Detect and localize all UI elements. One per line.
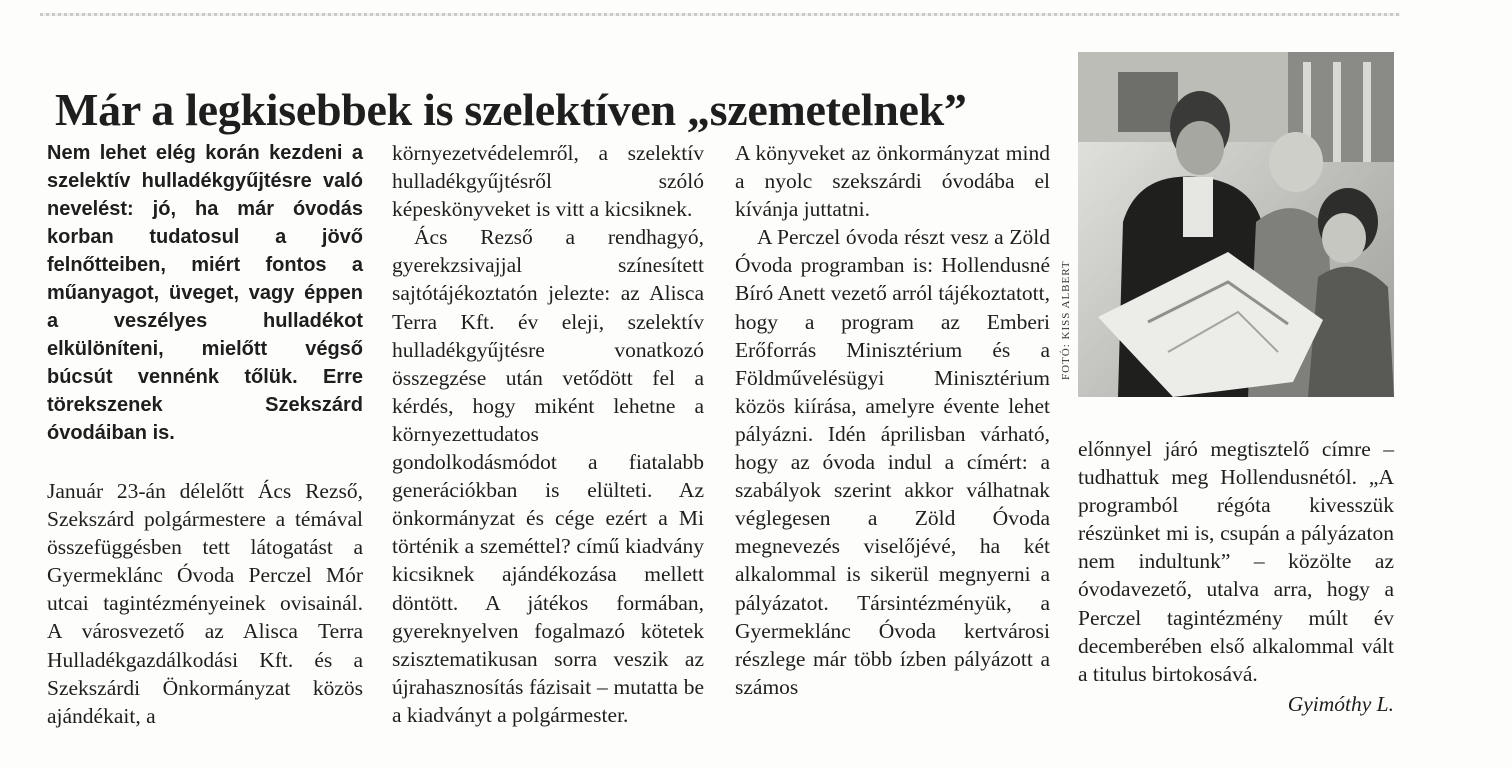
photo-credit: FOTÓ: KISS ALBERT: [1060, 260, 1072, 380]
article-photo: [1078, 52, 1394, 397]
paragraph-5: A Perczel óvoda részt vesz a Zöld Óvoda programban is: Hollendusné Bíró Anett vezető arról tájékoztatott, hogy a program az Emberi Erőforrás Minisztérium és a Földművelésügyi Minisztérium közös kiírása, amelyre évente lehet pályázni. Idén áprilisban várható, hogy az óvoda indul a címért: a szabályok szerint akkor válhatnak véglegesen a Zöld Óvoda megnevezés viselőjévé, ha két alkalommal is sikerül megnyerni a pályázatot. Társintézményük, a Gyermeklánc Óvoda kertvárosi részlege már több ízben pályázott a számos: [735, 225, 1050, 699]
column-3: [735, 139, 1050, 701]
paragraph-3: Ács Rezső a rendhagyó, gyerekzsivajjal színesített sajtótájékoztatón jelezte: az Alisca Terra Kft. év eleji, szelektív hulladékgyűjtésre vonatkozó összegzése után vetődött fel a kérdés, hogy miként lehetne a környezettudatos gondolkodásmódot a fiatalabb generációkban is elülteti. Az önkormányzat és cége ezért a Mi történik a szeméttel? című kiadvány kicsiknek ajándékozása mellett döntött. A játékos formában, gyereknyelven fogalmazó kötetek szisztematikusan sorra veszik az újrahasznosítás fázisait – mutatta be a kiadványt a polgármester.: [392, 225, 704, 727]
headline: Már a legkisebbek is szelektíven „szemetelnek”: [55, 83, 967, 135]
paragraph-1: Január 23-án délelőtt Ács Rezső, Szekszárd polgármestere a témával összefüggésben tett látogatást a Gyermeklánc Óvoda Perczel Mór utcai tagintézményeinek ovisainál. A városvezető az Alisca Terra Hulladékgazdálkodási Kft. és a Szekszárdi Önkormányzat közös ajándékait, a: [47, 479, 363, 728]
column-1: [47, 139, 363, 730]
column-4: [1078, 435, 1394, 718]
column-2: [392, 139, 704, 729]
photo-illustration: [1078, 52, 1394, 397]
author-signature: Gyimóthy L.: [1287, 691, 1394, 716]
paragraph-2: környezetvédelemről, a szelektív hulladékgyűjtésről szóló képeskönyveket is vitt a kicsiknek.: [392, 141, 704, 222]
paragraph-4: A könyveket az önkormányzat mind a nyolc szekszárdi óvodába el kívánja juttatni.: [735, 141, 1050, 222]
top-rule: [40, 13, 1400, 16]
lead-paragraph: Nem lehet elég korán kezdeni a szelektív hulladékgyűjtésre való nevelést: jó, ha már óvodás korban tudatosul a jövő felnőtteiben, miért fontos a műanyagot, üveget, vagy éppen a veszélyes hulladékot elkülöníteni, mielőtt végső búcsút vennénk tőlük. Erre törekszenek Szekszárd óvodáiban is.: [47, 142, 363, 444]
paragraph-6: előnnyel járó megtisztelő címre – tudhattuk meg Hollendusnétól. „A programból régóta kivesszük részünket mi is, csupán a pályázaton nem indultunk” – közölte az óvodavezető, utalva arra, hogy a Perczel tagintézmény múlt év decemberében első alkalommal vált a titulus birtokosává.: [1078, 437, 1394, 686]
